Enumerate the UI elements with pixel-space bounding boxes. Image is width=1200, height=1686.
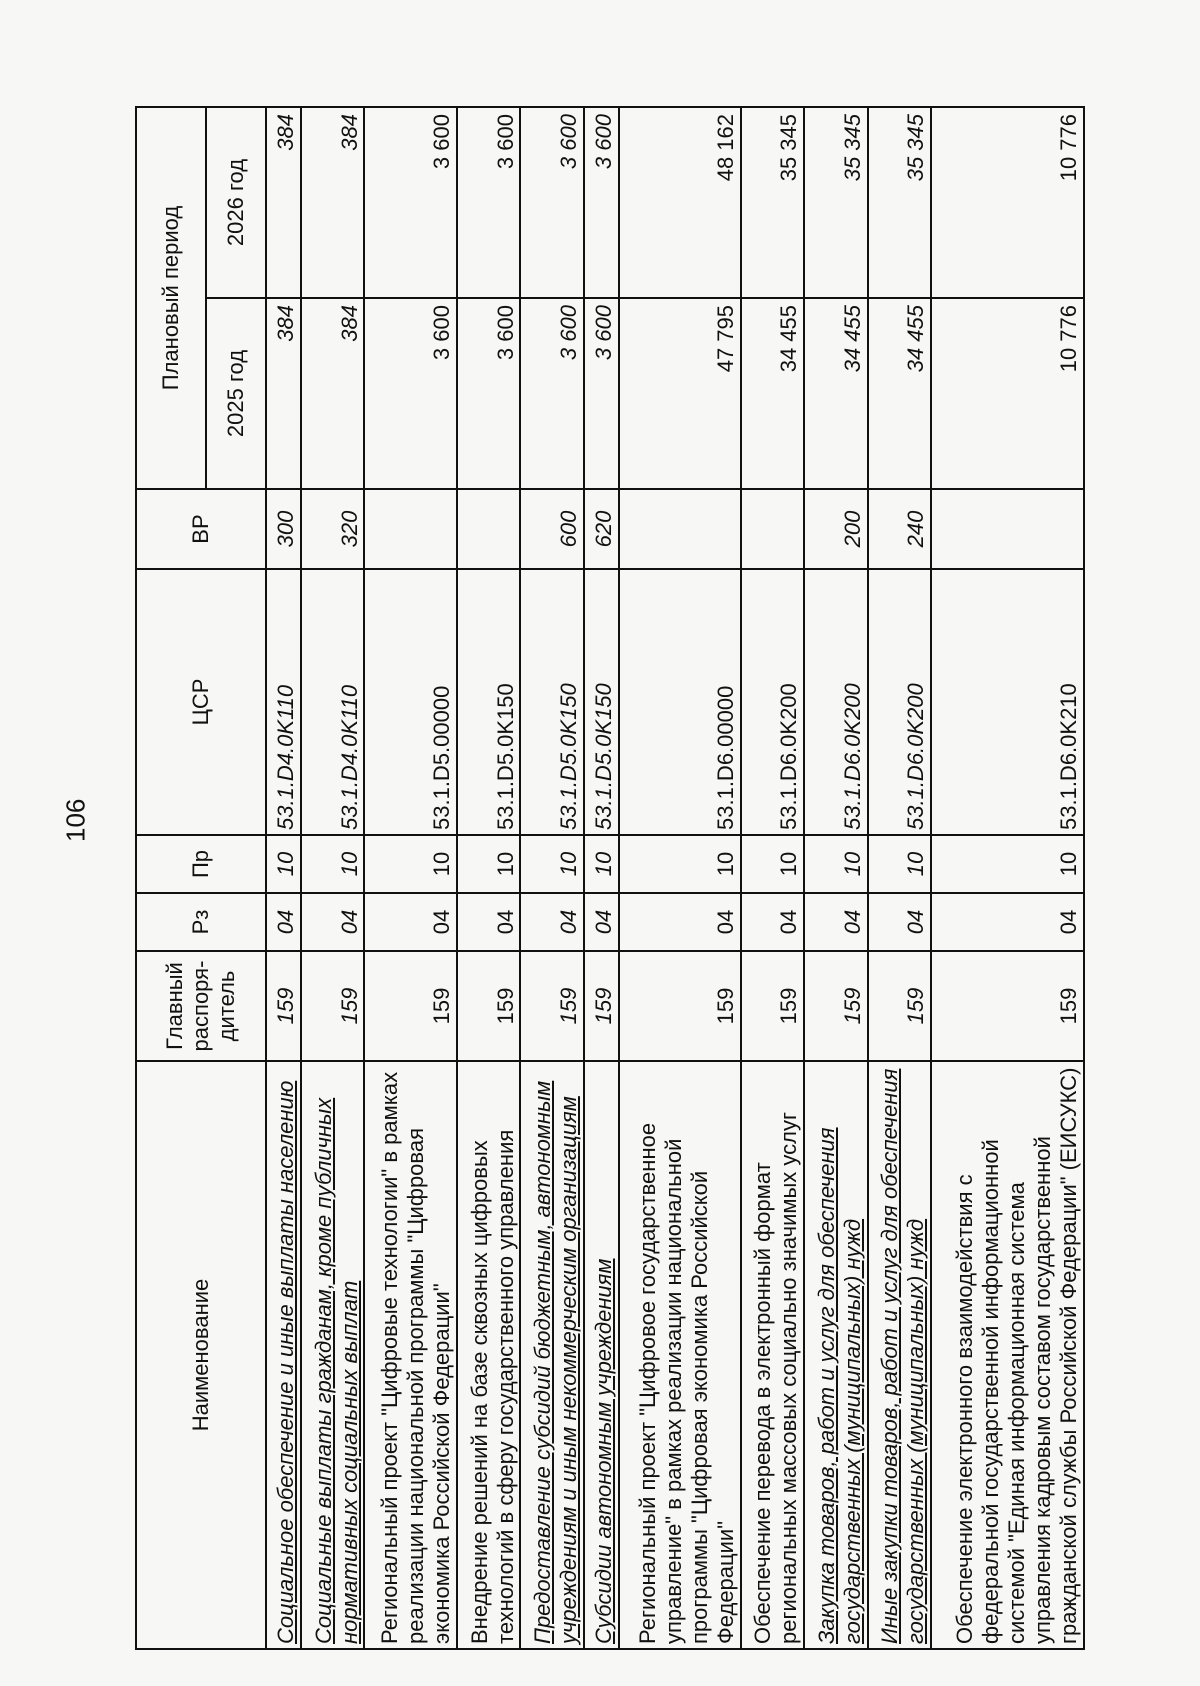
- header-csr: ЦСР: [136, 569, 266, 835]
- row-2025: 384: [301, 298, 364, 489]
- row-name: Закупка товаров, работ и услуг для обеспечения государственных (муниципальных) нужд: [804, 1061, 867, 1649]
- row-gr: 159: [868, 951, 931, 1061]
- row-name: Обеспечение электронного взаимодействия с федеральной государственной информационной системой "Единая информационная система управления кадровым составом государственной гражданской службы Российской Федерации" (ЕИСУКС): [931, 1061, 1084, 1649]
- row-vr: [931, 489, 1084, 569]
- row-2025: 3 600: [457, 298, 520, 489]
- row-vr: 620: [584, 489, 619, 569]
- row-vr: [741, 489, 804, 569]
- row-vr: [457, 489, 520, 569]
- row-csr: 53.1.D6.00000: [619, 569, 741, 835]
- row-2025: 3 600: [520, 298, 583, 489]
- row-gr: 159: [804, 951, 867, 1061]
- row-vr: [619, 489, 741, 569]
- row-name: Предоставление субсидий бюджетным, автономным учреждениям и иным некоммерческим организациям: [520, 1061, 583, 1649]
- row-csr: 53.1.D6.0K210: [931, 569, 1084, 835]
- row-2025: 34 455: [804, 298, 867, 489]
- table-row: [584, 107, 619, 1649]
- row-csr: 53.1.D4.0K110: [301, 569, 364, 835]
- row-csr: 53.1.D6.0K200: [804, 569, 867, 835]
- row-vr: 240: [868, 489, 931, 569]
- table-row: [619, 107, 741, 1649]
- page-number: 106: [60, 798, 91, 842]
- row-rz: 04: [619, 893, 741, 951]
- row-vr: 200: [804, 489, 867, 569]
- row-rz: 04: [868, 893, 931, 951]
- row-name: Внедрение решений на базе сквозных цифровых технологий в сферу государственного управления: [457, 1061, 520, 1649]
- row-pr: 10: [457, 835, 520, 893]
- row-2026: 10 776: [931, 107, 1084, 298]
- row-rz: 04: [584, 893, 619, 951]
- row-pr: 10: [266, 835, 301, 893]
- row-2026: 35 345: [741, 107, 804, 298]
- row-csr: 53.1.D5.0K150: [520, 569, 583, 835]
- row-pr: 10: [741, 835, 804, 893]
- row-name: Иные закупки товаров, работ и услуг для обеспечения государственных (муниципальных) нужд: [868, 1061, 931, 1649]
- row-rz: 04: [520, 893, 583, 951]
- row-2026: 35 345: [868, 107, 931, 298]
- row-pr: 10: [364, 835, 457, 893]
- table-row: [457, 107, 520, 1649]
- row-name: Субсидии автономным учреждениям: [584, 1061, 619, 1649]
- table-row: [266, 107, 301, 1649]
- header-name: Наименование: [136, 1061, 266, 1649]
- row-csr: 53.1.D5.0K150: [584, 569, 619, 835]
- row-rz: 04: [804, 893, 867, 951]
- row-2025: 10 776: [931, 298, 1084, 489]
- row-pr: 10: [619, 835, 741, 893]
- header-2025: 2025 год: [206, 298, 266, 489]
- row-2026: 3 600: [520, 107, 583, 298]
- budget-table: [135, 106, 1085, 1650]
- row-csr: 53.1.D6.0K200: [868, 569, 931, 835]
- row-2025: 384: [266, 298, 301, 489]
- row-rz: 04: [301, 893, 364, 951]
- row-2025: 34 455: [868, 298, 931, 489]
- row-vr: 600: [520, 489, 583, 569]
- row-2026: 35 345: [804, 107, 867, 298]
- row-csr: 53.1.D5.00000: [364, 569, 457, 835]
- row-pr: 10: [868, 835, 931, 893]
- row-gr: 159: [301, 951, 364, 1061]
- row-gr: 159: [584, 951, 619, 1061]
- row-pr: 10: [301, 835, 364, 893]
- row-gr: 159: [266, 951, 301, 1061]
- row-2026: 384: [266, 107, 301, 298]
- row-pr: 10: [584, 835, 619, 893]
- row-pr: 10: [931, 835, 1084, 893]
- row-2025: 47 795: [619, 298, 741, 489]
- row-gr: 159: [931, 951, 1084, 1061]
- header-pr: Пр: [136, 835, 266, 893]
- row-vr: 320: [301, 489, 364, 569]
- table-row: [868, 107, 931, 1649]
- header-rz: Рз: [136, 893, 266, 951]
- row-rz: 04: [364, 893, 457, 951]
- row-rz: 04: [931, 893, 1084, 951]
- row-name: Обеспечение перевода в электронный формат региональных массовых социально значимых услуг: [741, 1061, 804, 1649]
- table-row: [364, 107, 457, 1649]
- row-gr: 159: [457, 951, 520, 1061]
- row-name: Социальные выплаты гражданам, кроме публичных нормативных социальных выплат: [301, 1061, 364, 1649]
- row-pr: 10: [520, 835, 583, 893]
- row-rz: 04: [741, 893, 804, 951]
- row-gr: 159: [619, 951, 741, 1061]
- row-gr: 159: [520, 951, 583, 1061]
- row-csr: 53.1.D4.0K110: [266, 569, 301, 835]
- table-row: [931, 107, 1084, 1649]
- row-vr: 300: [266, 489, 301, 569]
- rotated-table-container: [135, 108, 1085, 1650]
- row-2026: 3 600: [364, 107, 457, 298]
- row-2025: 34 455: [741, 298, 804, 489]
- row-pr: 10: [804, 835, 867, 893]
- row-name: Региональный проект "Цифровое государственное управление" в рамках реализации национальной программы "Цифровая экономика Российской Федерации": [619, 1061, 741, 1649]
- row-csr: 53.1.D5.0K150: [457, 569, 520, 835]
- row-2026: 3 600: [584, 107, 619, 298]
- table-row: [741, 107, 804, 1649]
- header-vr: ВР: [136, 489, 266, 569]
- table-row: [804, 107, 867, 1649]
- row-2026: 48 162: [619, 107, 741, 298]
- row-2026: 3 600: [457, 107, 520, 298]
- row-csr: 53.1.D6.0K200: [741, 569, 804, 835]
- table-row: [301, 107, 364, 1649]
- header-planning-period: Плановый период: [136, 107, 206, 489]
- header-chief-administrator: Главный распоря-дитель: [136, 951, 266, 1061]
- row-2026: 384: [301, 107, 364, 298]
- row-2025: 3 600: [364, 298, 457, 489]
- table-row: [520, 107, 583, 1649]
- row-2025: 3 600: [584, 298, 619, 489]
- row-gr: 159: [364, 951, 457, 1061]
- row-rz: 04: [266, 893, 301, 951]
- header-2026: 2026 год: [206, 107, 266, 298]
- row-vr: [364, 489, 457, 569]
- row-name: Социальное обеспечение и иные выплаты населению: [266, 1061, 301, 1649]
- row-rz: 04: [457, 893, 520, 951]
- row-gr: 159: [741, 951, 804, 1061]
- row-name: Региональный проект "Цифровые технологии" в рамках реализации национальной программы "Цифровая экономика Российской Федерации": [364, 1061, 457, 1649]
